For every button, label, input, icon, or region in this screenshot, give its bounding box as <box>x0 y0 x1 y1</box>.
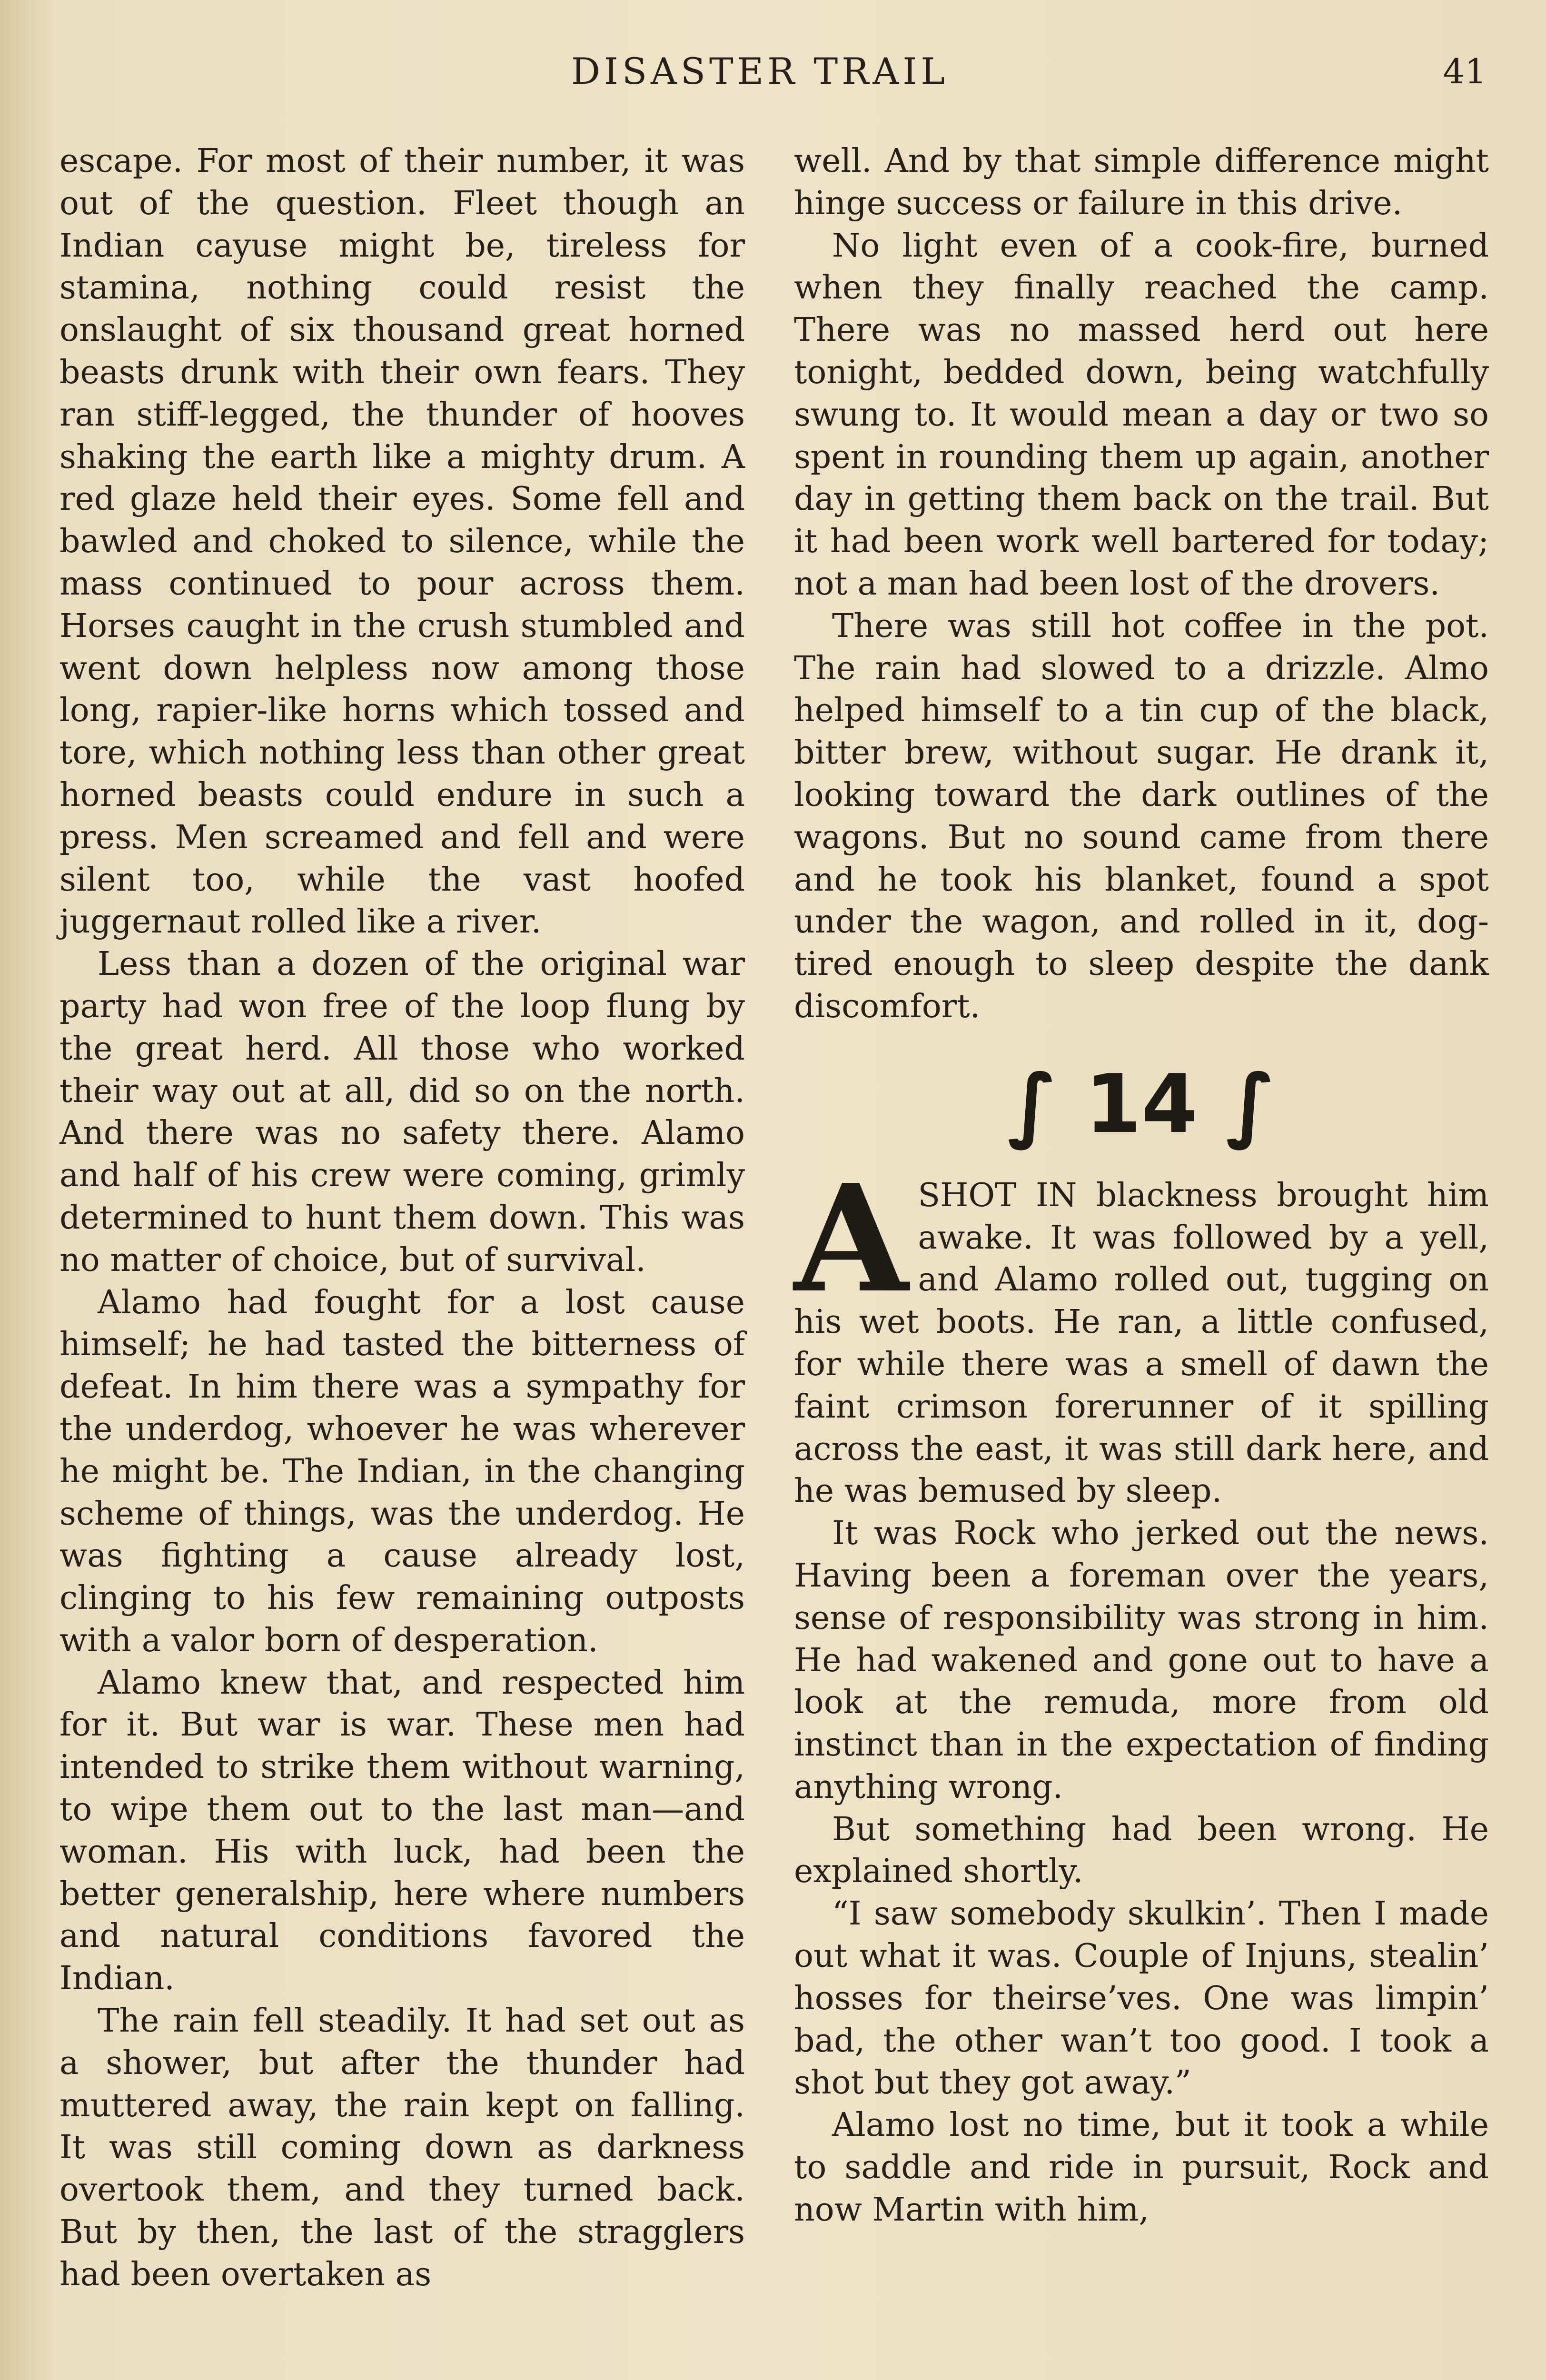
paragraph: escape. For most of their number, it was out of the question. Fleet though an Indian cayuse might be, tireless for stamina, nothing could resist the onslaught of six thousand great horned beasts drunk with their own fears. They ran stiff-legged, the thunder of hooves shaking the earth like a mighty drum. A red glaze held their eyes. Some fell and bawled and choked to silence, while the mass continued to pour across them. Horses caught in the crush stumbled and went down helpless now among those long, rapier-like horns which tossed and tore, which nothing less than other great horned beasts could endure in such a press. Men screamed and fell and were silent too, while the vast hoofed juggernaut rolled like a river. <box>59 142 745 941</box>
chapter-opening-paragraph <box>794 1152 1489 1513</box>
paragraph: Less than a dozen of the original war party had won free of the loop flung by the great herd. All those who worked their way out at all, did so on the north. And there was no safety there. Alamo and half of his crew were coming, grimly determined to hunt them down. This was no matter of choice, but of survival. <box>59 945 745 1279</box>
paragraph: Alamo lost no time, but it took a while to saddle and ride in pursuit, Rock and now Martin with him, <box>794 2106 1489 2229</box>
paragraph: Alamo knew that, and respected him for it. But war is war. These men had intended to strike them without warning, to wipe them out to the last man—and woman. His with luck, had been the better generalship, here where numbers and natural conditions favored the Indian. <box>59 1664 745 1998</box>
running-title: DISASTER TRAIL <box>571 50 949 92</box>
left-column <box>59 140 745 2296</box>
chapter-number: 14 <box>1085 1057 1198 1151</box>
paragraph: But something had been wrong. He explained shortly. <box>794 1810 1489 1891</box>
paragraph: Alamo had fought for a lost cause himself; he had tasted the bitterness of defeat. In him there was a sympathy for the underdog, whoever he was wherever he might be. The Indian, in the changing scheme of things, was the underdog. He was fighting a cause already lost, clinging to his few remaining outposts with a valor born of desperation. <box>59 1283 745 1659</box>
paragraph: There was still hot coffee in the pot. The rain had slowed to a drizzle. Almo helped himself to a tin cup of the black, bitter brew, without sugar. He drank it, looking toward the dark outlines of the wagons. But no sound came from there and he took his blanket, found a spot under the wagon, and rolled in it, dog-tired enough to sleep despite the dank discomfort. <box>794 607 1489 1025</box>
chapter-ornament-left: ∫ <box>1007 1057 1085 1151</box>
right-column <box>794 140 1489 2231</box>
drop-cap: A <box>794 1152 909 1326</box>
page-header <box>0 45 1546 102</box>
paragraph: “I saw somebody skulkin’. Then I made out what it was. Couple of Injuns, stealin’ hosses for theirse’ves. One was limpin’ bad, the other wan’t too good. I took a shot but they got away.” <box>794 1895 1489 2102</box>
paragraph: No light even of a cook-fire, burned when they finally reached the camp. There was no massed herd out here tonight, bedded down, being watchfully swung to. It would mean a day or two so spent in rounding them up again, another day in getting them back on the trail. But it had been work well bartered for today; not a man had been lost of the drovers. <box>794 227 1489 603</box>
paragraph: It was Rock who jerked out the news. Having been a foreman over the years, sense of responsibility was strong in him. He had wakened and gone out to have a look at the remuda, more from old instinct than in the expectation of finding anything wrong. <box>794 1515 1489 1806</box>
paragraph: The rain fell steadily. It had set out as a shower, but after the thunder had muttered away, the rain kept on falling. It was still coming down as darkness overtook them, and they turned back. But by then, the last of the stragglers had been overtaken as <box>59 2002 745 2293</box>
chapter-heading <box>794 1057 1489 1152</box>
page-number: 41 <box>1443 51 1487 91</box>
opening-text: SHOT IN blackness brought him awake. It was followed by a yell, and Alamo rolled out, tugging on his wet boots. He ran, a little confused, for while there was a smell of dawn the faint crimson forerunner of it spilling across the east, it was still dark here, and he was bemused by sleep. <box>794 1176 1489 1510</box>
paragraph: well. And by that simple difference might hinge success or failure in this drive. <box>794 142 1489 222</box>
chapter-ornament-right: ∫ <box>1198 1057 1276 1151</box>
